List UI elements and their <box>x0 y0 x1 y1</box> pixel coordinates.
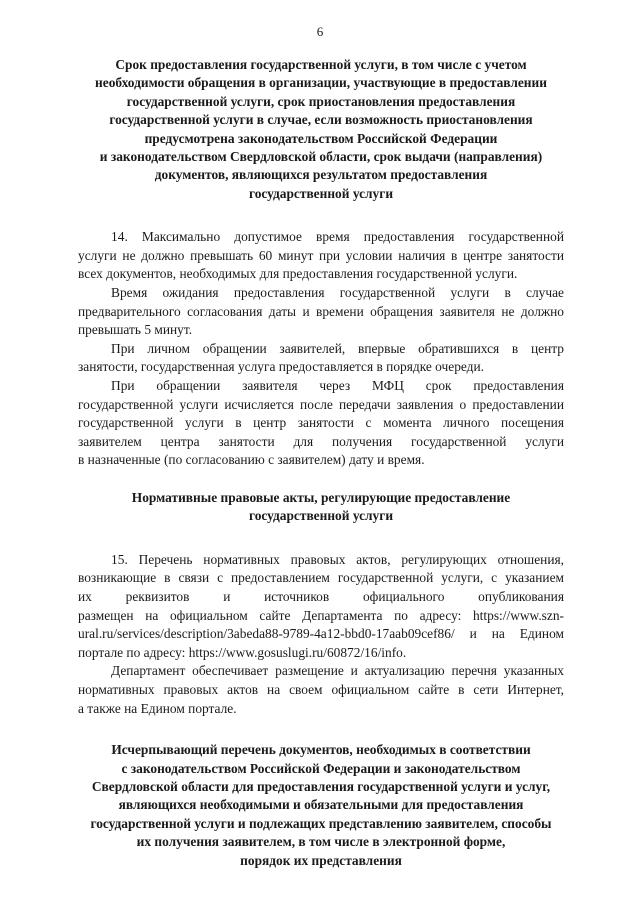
section-heading-documents <box>78 741 564 870</box>
paragraph-line: государственной услуги исчисляется после передачи заявления о предоставлении <box>78 396 564 412</box>
paragraph-personal-visit <box>78 340 564 377</box>
paragraph-line: 15. Перечень нормативных правовых актов, регулирующих отношения, <box>111 551 564 567</box>
paragraph-line: возникающие в связи с предоставлением государственной услуги, с указанием <box>78 570 564 586</box>
paragraph-line: При личном обращении заявителей, впервые обратившихся в центр <box>111 340 564 356</box>
heading-line: Свердловской области для предоставления государственной услуги и услуг, <box>91 778 551 794</box>
paragraph-line: размещен на официальном сайте Департамента по адресу: https://www.szn- <box>78 607 564 623</box>
paragraph-line: превышать 5 минут. <box>78 322 193 338</box>
paragraph-waiting-time <box>78 284 564 340</box>
document-body <box>78 56 564 870</box>
heading-line: их получения заявителем, в том числе в электронной форме, <box>136 834 506 850</box>
paragraph-line: При обращении заявителя через МФЦ срок предоставления <box>111 378 564 393</box>
heading-line: государственной услуги в случае, если возможность приостановления <box>109 112 533 128</box>
paragraph-department-publishing <box>78 662 564 718</box>
section-heading-term <box>78 56 564 203</box>
heading-line: с законодательством Российской Федерации и законодательством <box>121 760 521 776</box>
paragraph-line: 14. Максимально допустимое время предоставления государственной <box>111 229 564 245</box>
heading-line: государственной услуги и подлежащих представлению заявителем, способы <box>90 815 552 831</box>
paragraph-line: Время ожидания предоставления государственной услуги в случае <box>111 285 564 301</box>
heading-line: порядок их представления <box>240 852 402 868</box>
heading-line: Срок предоставления государственной услуги, в том числе с учетом <box>115 57 527 72</box>
heading-line: Исчерпывающий перечень документов, необходимых в соответствии <box>111 742 531 758</box>
heading-line: являющихся необходимыми и обязательными для предоставления <box>118 797 524 813</box>
paragraph-line: их реквизитов и источников официального опубликования <box>78 588 564 604</box>
heading-line: предусмотрена законодательством Российской Федерации <box>144 130 498 146</box>
paragraph-line: предварительного согласования даты и времени обращения заявителя не должно <box>78 303 564 319</box>
paragraph-line: государственной услуги в центр занятости с момента личного посещения <box>78 415 564 431</box>
paragraph-line: портале по адресу: https://www.gosuslugi.ru/60872/16/info. <box>78 644 407 660</box>
paragraph-15-legal-list <box>78 551 564 663</box>
heading-line: и законодательством Свердловской области, срок выдачи (направления) <box>99 149 543 165</box>
heading-line: документов, являющихся результатом предоставления <box>154 167 488 183</box>
paragraph-14-max-time <box>78 228 564 284</box>
paragraph-line: ural.ru/services/description/3abeda88-9789-4a12-bbd0-17aab09cef86/ и на Едином <box>78 626 564 642</box>
paragraph-line: нормативных правовых актов на своем официальном сайте в сети Интернет, <box>78 681 564 697</box>
paragraph-line: всех документов, необходимых для предоставления государственной услуги. <box>78 266 518 282</box>
heading-line: Нормативные правовые акты, регулирующие предоставление <box>131 489 511 505</box>
paragraph-mfc <box>78 377 564 470</box>
section-heading-legal-acts <box>78 489 564 526</box>
paragraph-line: услуги не должно превышать 60 минут при условии наличия в центре занятости <box>78 247 564 263</box>
page-number: 6 <box>316 24 324 39</box>
heading-line: государственной услуги, срок приостановления предоставления <box>126 93 516 109</box>
heading-line: государственной услуги <box>248 185 394 201</box>
paragraph-line: Департамент обеспечивает размещение и актуализацию перечня указанных <box>111 663 564 679</box>
paragraph-line: заявителем центра занятости для получения государственной услуги <box>78 433 564 449</box>
heading-line: государственной услуги <box>248 508 394 524</box>
paragraph-line: занятости, государственная услуга предоставляется в порядке очереди. <box>78 359 484 375</box>
paragraph-line: в назначенные (по согласованию с заявителем) дату и время. <box>78 452 425 468</box>
paragraph-line: а также на Едином портале. <box>78 700 237 716</box>
heading-line: необходимости обращения в организации, участвующие в предоставлении <box>95 75 547 91</box>
